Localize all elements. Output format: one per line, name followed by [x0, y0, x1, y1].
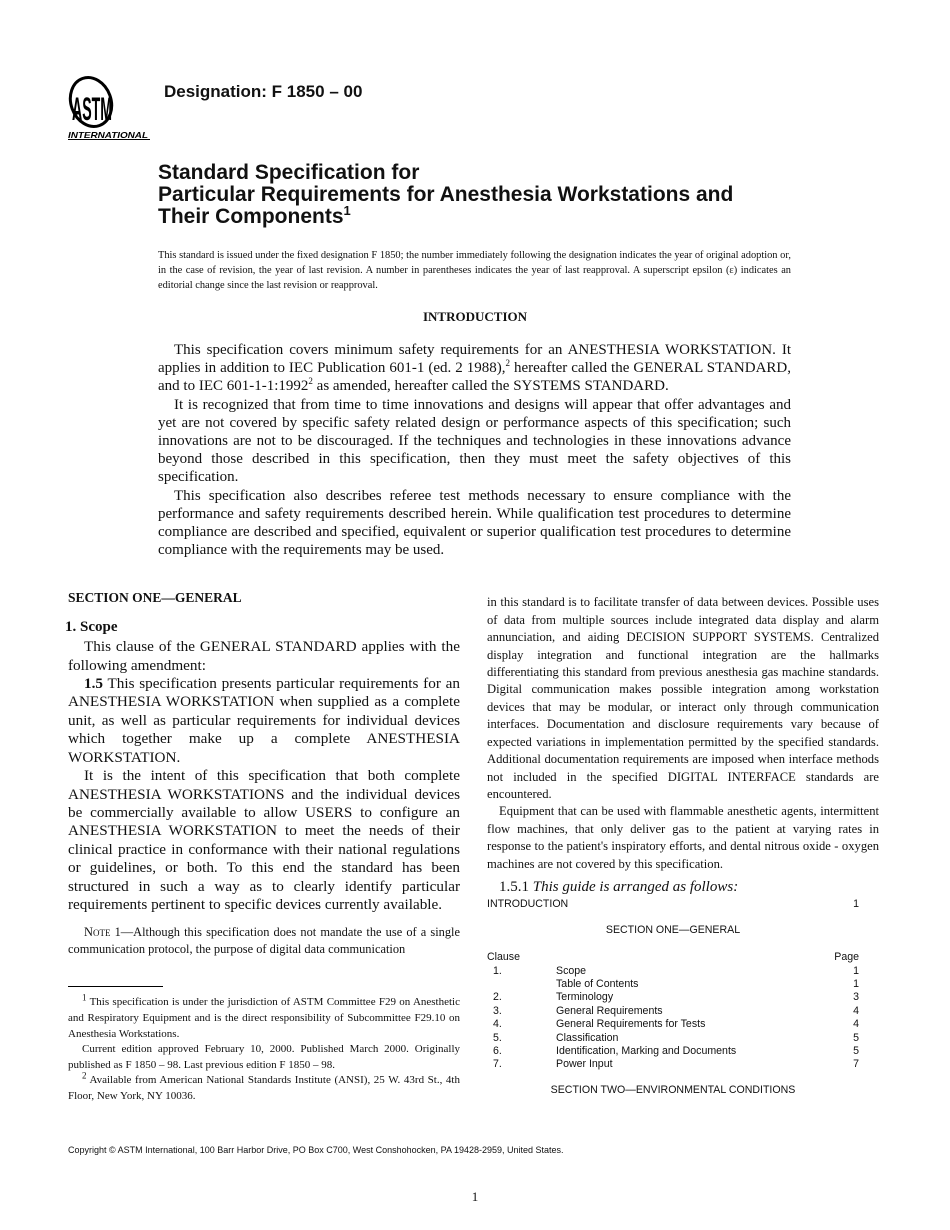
page-title [158, 162, 950, 228]
text: hereafter called the GENERAL STANDARD, and to IEC 601-1-1:1992 [158, 360, 791, 395]
two-columns [65, 589, 879, 1104]
paragraph [68, 675, 460, 767]
introduction-heading: INTRODUCTION [422, 309, 527, 324]
toc-page: 3 [853, 991, 859, 1004]
footnotes [68, 992, 460, 1104]
toc-rows [487, 965, 859, 1072]
issued-note: This standard is issued under the fixed designation F 1850; the number immediately following the designation indicates the year of original adoption or, in the case of revision, the year of last revision. A number in parentheses indicates the year of last reapproval. A superscript epsilon (ε) indicates an editorial change since the last revision or reapproval. [158, 250, 791, 291]
toc-title: Table of Contents [556, 977, 639, 990]
section-heading: SECTION ONE—GENERAL [68, 590, 242, 606]
toc-title: General Requirements for Tests [556, 1018, 706, 1031]
text: —Although this specification does not mandate the use of a single communication protocol, the purpose of digital data communication [68, 925, 460, 957]
introduction-body [158, 341, 791, 559]
toc-section-heading: SECTION ONE—GENERAL [605, 923, 741, 936]
toc-page: 4 [853, 1004, 859, 1017]
toc-row[interactable] [487, 1018, 859, 1031]
right-column [487, 594, 879, 896]
toc-page: 1 [853, 964, 859, 977]
toc-section-heading: SECTION TWO—ENVIRONMENTAL CONDITIONS [550, 1083, 796, 1096]
toc-title: Terminology [556, 991, 614, 1004]
toc-clause: 4. [493, 1018, 502, 1031]
toc-clause [487, 978, 556, 991]
right-column-wrapper [487, 589, 879, 1097]
text: Available from American National Standards Institute (ANSI), 25 W. 43rd St., 4th Floor, New York, NY 10036. [68, 1074, 460, 1102]
toc-row[interactable] [487, 991, 859, 1004]
clause-number: 1.5 [84, 675, 103, 693]
toc-row[interactable] [487, 978, 859, 991]
designation: Designation: F 1850 – 00 [164, 82, 363, 101]
note-label: Note 1 [84, 925, 121, 940]
toc-clause: 1. [493, 964, 502, 977]
paragraph: Equipment that can be used with flammable anesthetic agents, intermittent flow machines, that only deliver gas to the patient at varying rates in response to the patient's inspiratory efforts, and dental nitrous oxide - oxygen machines are not covered by this specification. [487, 804, 879, 871]
footnote-2 [68, 1070, 460, 1104]
toc-title: General Requirements [556, 1004, 663, 1017]
footnote-ref[interactable]: 2 [505, 358, 510, 369]
svg-text:INTERNATIONAL: INTERNATIONAL [68, 130, 148, 140]
page-number: 1 [471, 1188, 479, 1204]
clause-number: 1.5.1 [499, 878, 529, 895]
text: This specification presents particular requirements for an ANESTHESIA WORKSTATION when supplied as a complete unit, as well as particular requirements for individual devices which together make up a complete ANESTHESIA WORKSTATION. [68, 675, 460, 766]
footnote-mark: 1 [82, 992, 87, 1003]
toc-title: Identification, Marking and Documents [556, 1045, 737, 1057]
toc-row[interactable] [487, 898, 859, 911]
guide-heading [487, 879, 879, 896]
table-of-contents [487, 898, 859, 1097]
page-body [0, 162, 950, 1225]
col-clause: Clause [487, 951, 520, 964]
title-line: Standard Specification for [158, 161, 420, 184]
intro-paragraph: This specification also describes referee test methods necessary to ensure compliance with the performance and safety requirements described herein. While qualification test procedures to determine compliance are described and specified, equivalent or superior qualification test procedures to determine compliance with the requirements may be used. [158, 487, 791, 559]
toc-page: 1 [853, 977, 859, 990]
footnote-1 [68, 992, 460, 1042]
footnote-1-continued: Current edition approved February 10, 2000. Published March 2000. Originally published as F 1850 – 98. Last previous edition F 1850 – 98. [68, 1043, 460, 1071]
astm-logo [66, 76, 152, 140]
toc-row[interactable] [487, 1045, 859, 1058]
paragraph: This clause of the GENERAL STANDARD applies with the following amendment: [68, 638, 460, 674]
scope-heading: 1. Scope [65, 618, 118, 635]
toc-row[interactable] [487, 965, 859, 978]
toc-title: Power Input [556, 1058, 613, 1071]
toc-clause: 7. [493, 1058, 502, 1071]
paragraph: It is the intent of this specification that both complete ANESTHESIA WORKSTATIONS and the individual devices be commercially available to allow USERS to configure an ANESTHESIA WORKSTATION to meet the needs of their clinical practice in conformance with their national regulations or guidelines, or both. To this end the standard has been structured in such a way as to clearly identify particular requirements pertinent to specific devices currently available. [68, 767, 460, 913]
paragraph: in this standard is to facilitate transfer of data between devices. Possible uses of data from multiple sources include integrated data display and alarm annunciation, and aiding DECISION SUPPORT SYSTEMS. Centralized display integration and functional integration are the hallmarks differentiating this standard from previous anesthesia gas machine standards. Digital communication makes possible integration among workstation devices that may be modular, or interact only through communication interfaces. Documentation and disclosure requirements vary because of expected variations in implementation permitted by the specified standards. Additional documentation requirements are imposed when interface methods not included in the specified DIGITAL INTERFACE standards are encountered. [487, 595, 879, 801]
left-column-wrapper [65, 589, 460, 1104]
title-text: Their Components [158, 205, 344, 228]
toc-page: 5 [853, 1031, 859, 1044]
toc-page: 1 [853, 898, 859, 911]
toc-page: 4 [853, 1018, 859, 1031]
text: This specification covers minimum safety requirements for an ANESTHESIA WORKSTATION. It applies in addition to IEC Publication 601-1 (ed. 2 1988), [158, 342, 791, 377]
footnote-mark: 2 [82, 1070, 87, 1081]
intro-paragraph: It is recognized that from time to time innovations and designs will appear that offer advantages and yet are not covered by specific safety related design or performance aspects of this specification; such innovations are not to be discouraged. If the techniques and technologies in these innovations advance beyond those described in this specification, then they must meet the safety objectives of this specification. [158, 396, 791, 486]
title-line: Particular Requirements for Anesthesia Workstations and [158, 183, 734, 206]
toc-page: 7 [853, 1058, 859, 1071]
text: as amended, hereafter called the SYSTEMS STANDARD. [312, 378, 669, 395]
text: This guide is arranged as follows: [529, 878, 739, 895]
copyright: Copyright © ASTM International, 100 Barr Harbor Drive, PO Box C700, West Conshohocken, PA 19428-2959, United States. [68, 1144, 564, 1155]
toc-clause: 2. [493, 991, 502, 1004]
title-line [158, 203, 950, 228]
toc-clause: 3. [493, 1004, 502, 1017]
toc-header [487, 951, 859, 964]
toc-title: Scope [556, 964, 587, 977]
toc-title: Classification [556, 1031, 619, 1044]
toc-clause: 6. [493, 1045, 502, 1057]
footnote-ref[interactable]: 2 [308, 376, 313, 387]
note-1 [68, 924, 460, 958]
svg-text:ASTM: ASTM [72, 91, 112, 127]
toc-row[interactable] [487, 1005, 859, 1018]
footnote-divider [68, 986, 163, 987]
col-page: Page [834, 951, 859, 964]
toc-page: 5 [853, 1045, 859, 1057]
text: This specification is under the jurisdiction of ASTM Committee F29 on Anesthetic and Respiratory Equipment and is the direct responsibility of Subcommittee F29.10 on Anesthesia Workstations. [68, 996, 460, 1040]
footnote-ref[interactable]: 1 [343, 203, 351, 218]
toc-title: INTRODUCTION [487, 898, 569, 911]
toc-clause: 5. [493, 1031, 502, 1044]
toc-row[interactable] [487, 1032, 859, 1045]
toc-row[interactable] [487, 1058, 859, 1071]
intro-paragraph [158, 341, 791, 396]
left-column [65, 589, 460, 958]
